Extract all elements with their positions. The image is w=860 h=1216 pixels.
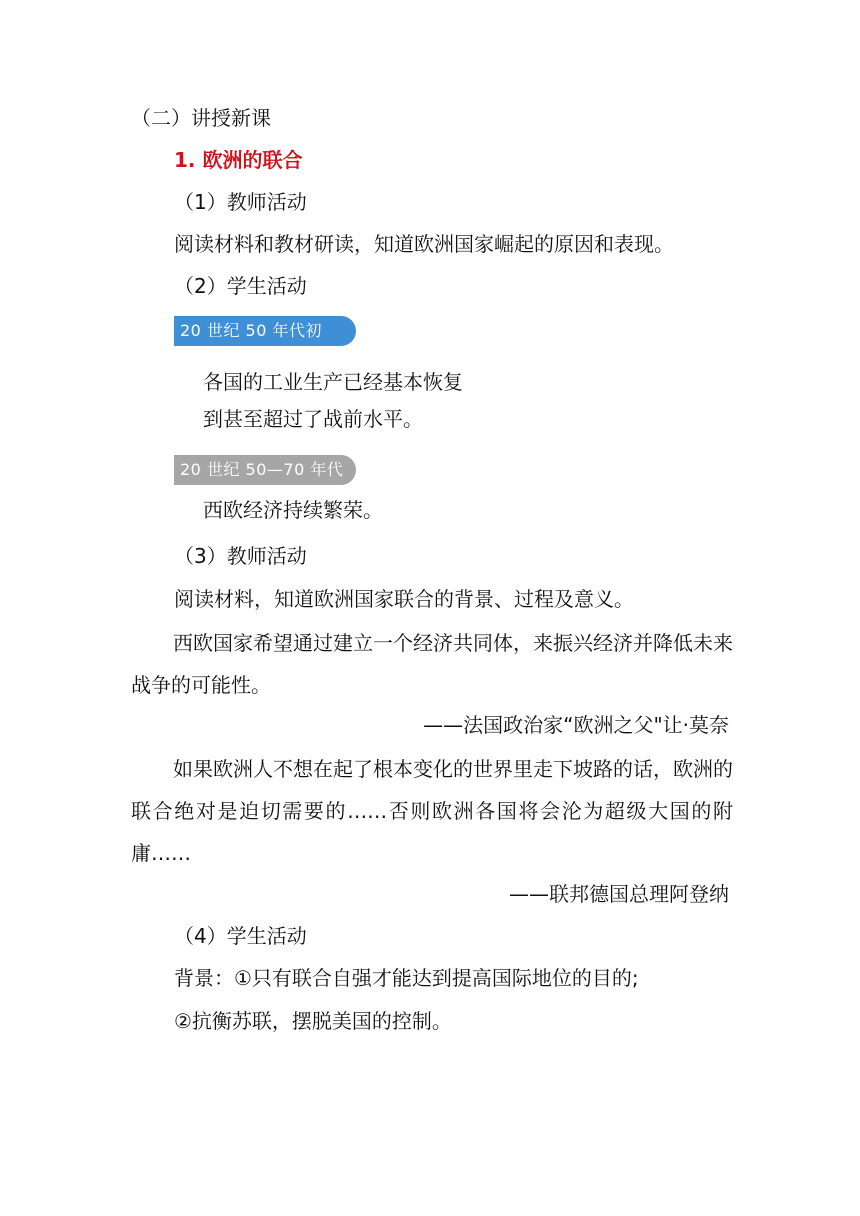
timeline-text-1950s-1970s-line1: 西欧经济持续繁荣。: [203, 498, 383, 522]
teacher-activity-3-label: （3）教师活动: [174, 544, 307, 568]
quote-adenauer: 如果欧洲人不想在起了根本变化的世界里走下坡路的话，欧洲的联合绝对是迫切需要的……否则欧洲各国将会沦为超级大国的附庸……: [131, 757, 733, 865]
timeline-tag-1950s: 20 世纪 50 年代初: [174, 316, 356, 346]
teacher-activity-1-text: 阅读材料和教材研读，知道欧洲国家崛起的原因和表现。: [174, 232, 674, 256]
section-heading: （二）讲授新课: [131, 106, 271, 130]
timeline-text-1950s-line1: 各国的工业生产已经基本恢复: [203, 370, 463, 394]
timeline-text-1950s-line2: 到甚至超过了战前水平。: [203, 407, 423, 431]
student-activity-4-label: （4）学生活动: [174, 924, 307, 948]
student-activity-4-line1: 背景：①只有联合自强才能达到提高国际地位的目的;: [174, 966, 639, 990]
timeline-tag-1950s-1970s: 20 世纪 50—70 年代: [174, 455, 356, 485]
quote-monnet-source: ——法国政治家“欧洲之父"让·莫奈: [423, 713, 729, 737]
student-activity-2-label: （2）学生活动: [174, 274, 307, 298]
quote-adenauer-source: ——联邦德国总理阿登纳: [509, 882, 729, 906]
student-activity-4-line2: ②抗衡苏联，摆脱美国的控制。: [174, 1009, 452, 1033]
quote-monnet: 西欧国家希望通过建立一个经济共同体，来振兴经济并降低未来战争的可能性。: [131, 631, 733, 697]
teacher-activity-1-label: （1）教师活动: [174, 190, 307, 214]
teacher-activity-3-text: 阅读材料，知道欧洲国家联合的背景、过程及意义。: [174, 587, 634, 611]
subheading: 1. 欧洲的联合: [174, 148, 303, 172]
